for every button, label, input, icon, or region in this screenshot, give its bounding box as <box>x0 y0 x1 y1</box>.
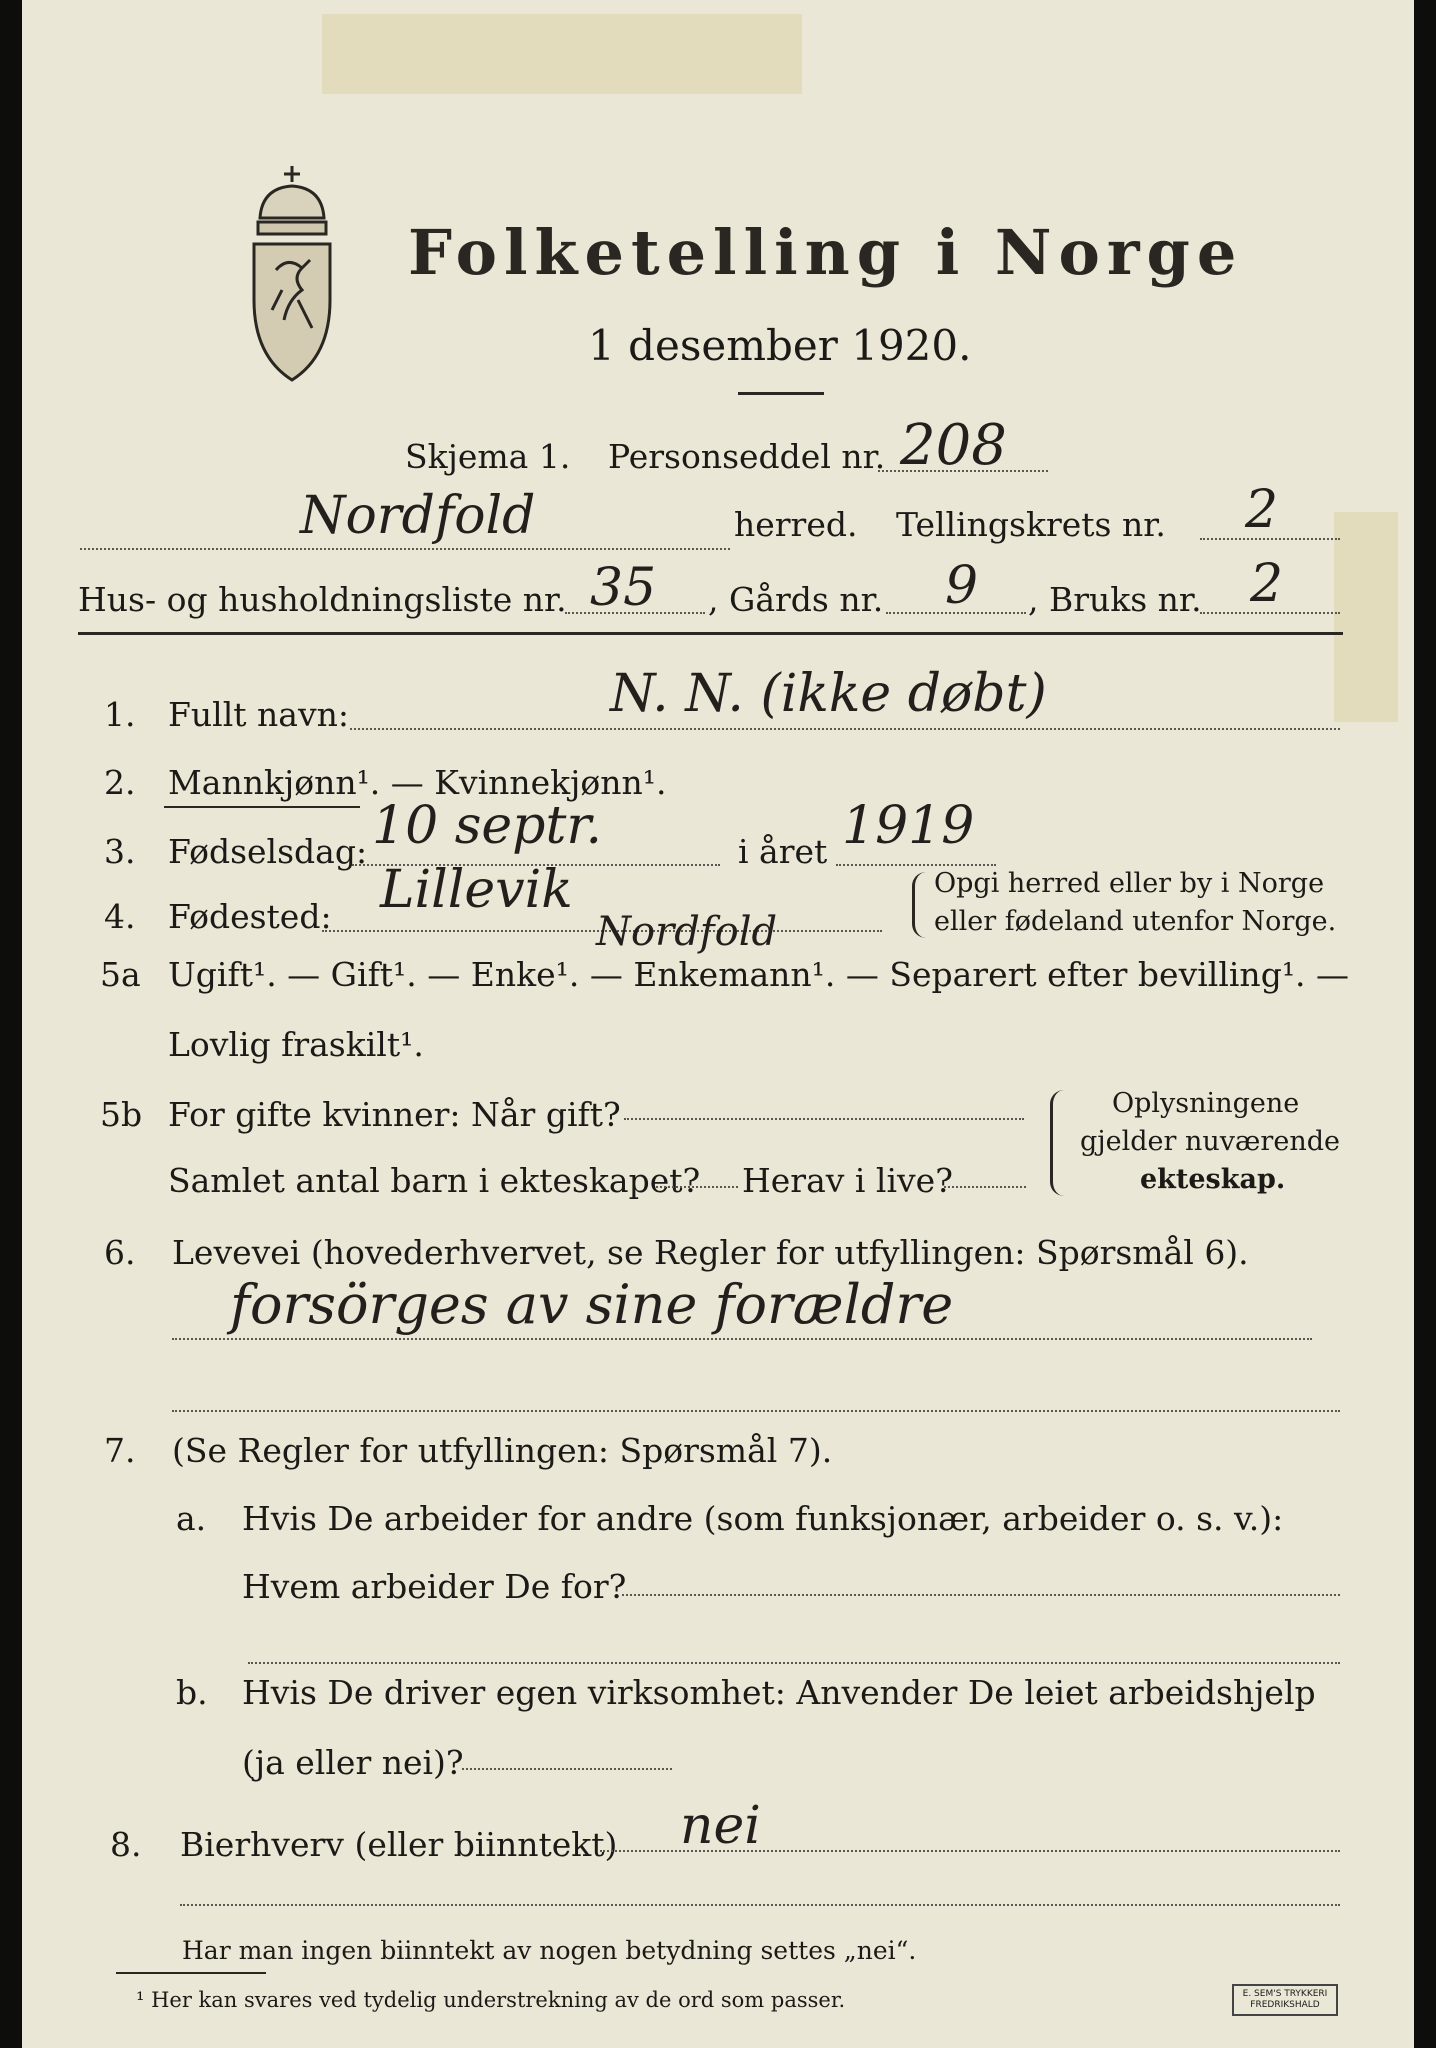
q3-day-value: 10 septr. <box>372 796 603 856</box>
q5b-note-1: Oplysningene <box>1112 1088 1300 1119</box>
stamp-line-2: FREDRIKSHALD <box>1250 1999 1320 2010</box>
q2-number: 2. <box>104 763 136 802</box>
gards-value: 9 <box>945 556 979 616</box>
q2-label: Mannkjønn¹. — Kvinnekjønn¹. <box>168 763 667 802</box>
q3-year-line <box>836 864 996 866</box>
form-title: Folketelling i Norge <box>408 216 1244 289</box>
stamp-line-1: E. SEM'S TRYKKERI <box>1242 1989 1328 1999</box>
footnote-rule <box>116 1972 266 1974</box>
herred-label: herred. <box>734 505 858 544</box>
q7a-letter: a. <box>176 1499 207 1538</box>
q4-value-2: Nordfold <box>596 909 778 955</box>
q5b-note-3: ekteskap. <box>1140 1164 1286 1195</box>
bruks-value: 2 <box>1250 554 1284 614</box>
census-form-sheet <box>22 0 1414 2048</box>
herred-value: Nordfold <box>300 486 536 546</box>
q2-underline <box>164 806 360 808</box>
footnote: ¹ Her kan svares ved tydelig understrekning av de ord som passer. <box>136 1988 846 2012</box>
q4-note-2: eller fødeland utenfor Norge. <box>934 906 1337 937</box>
paper-tab <box>322 14 802 94</box>
census-date: 1 desember 1920. <box>588 321 972 370</box>
footer-note: Har man ingen biinntekt av nogen betydning settes „nei“. <box>182 1936 917 1965</box>
q7a-label-2: Hvem arbeider De for? <box>242 1567 627 1606</box>
norwegian-coat-of-arms-icon <box>232 160 352 390</box>
personseddel-label: Personseddel nr. <box>608 437 886 476</box>
personseddel-value: 208 <box>900 413 1007 478</box>
title-divider <box>738 392 824 395</box>
q5b-label-2: Samlet antal barn i ekteskapet? <box>168 1161 701 1200</box>
tellingskrets-label: Tellingskrets nr. <box>896 505 1166 544</box>
q5b-label-3: Herav i live? <box>742 1161 953 1200</box>
q7a-line-2 <box>248 1662 1340 1664</box>
q5b-number: 5b <box>100 1095 143 1134</box>
q6-label: Levevei (hovederhvervet, se Regler for utfyllingen: Spørsmål 6). <box>172 1233 1249 1272</box>
q6-line-2 <box>172 1410 1340 1412</box>
bruks-label: , Bruks nr. <box>1028 580 1202 619</box>
q4-value: Lillevik <box>380 860 573 920</box>
q7b-label: Hvis De driver egen virksomhet: Anvender De leiet arbeidshjelp <box>242 1673 1316 1712</box>
skjema-label: Skjema 1. <box>405 437 571 476</box>
q5a-label: Ugift¹. — Gift¹. — Enke¹. — Enkemann¹. — Separert efter bevilling¹. — <box>168 955 1350 994</box>
q8-number: 8. <box>110 1825 142 1864</box>
q7b-letter: b. <box>176 1673 208 1712</box>
q7-number: 7. <box>104 1431 136 1470</box>
q5b-when-line <box>624 1118 1024 1120</box>
printer-stamp <box>1232 1984 1338 2016</box>
q6-number: 6. <box>104 1233 136 1272</box>
q3-label: Fødselsdag: <box>168 832 368 871</box>
q4-number: 4. <box>104 897 136 936</box>
q5a-label-2: Lovlig fraskilt¹. <box>168 1025 424 1064</box>
q5a-number: 5a <box>100 955 141 994</box>
q7a-line-1 <box>622 1594 1340 1596</box>
q3-year-label: i året <box>738 832 828 871</box>
q4-note-1: Opgi herred eller by i Norge <box>934 868 1325 899</box>
q5b-brace <box>1050 1090 1067 1196</box>
tellingskrets-value: 2 <box>1245 480 1279 540</box>
q1-value: N. N. (ikke døbt) <box>610 664 1047 724</box>
q7-label: (Se Regler for utfyllingen: Spørsmål 7). <box>172 1431 833 1470</box>
q4-label: Fødested: <box>168 897 332 936</box>
q3-number: 3. <box>104 832 136 871</box>
herred-line <box>80 548 730 550</box>
q4-brace <box>912 872 929 938</box>
paper-tab-right <box>1334 512 1398 722</box>
q7b-line <box>462 1768 672 1770</box>
q3-year-value: 1919 <box>842 796 975 856</box>
hus-label: Hus- og husholdningsliste nr. <box>78 580 567 619</box>
q1-number: 1. <box>104 695 136 734</box>
q1-label: Fullt navn: <box>168 695 349 734</box>
q5b-alive-line <box>944 1186 1026 1188</box>
q5b-children-line <box>656 1186 738 1188</box>
q8-label: Bierhverv (eller biinntekt) <box>180 1825 618 1864</box>
q7b-label-2: (ja eller nei)? <box>242 1743 464 1782</box>
q5b-label: For gifte kvinner: Når gift? <box>168 1095 621 1134</box>
header-rule <box>78 632 1343 635</box>
q6-value: forsörges av sine forældre <box>230 1273 954 1336</box>
q8-value: nei <box>680 1796 761 1856</box>
hus-value: 35 <box>590 558 657 618</box>
q6-line-1 <box>172 1338 1312 1340</box>
q5b-note-2: gjelder nuværende <box>1080 1126 1340 1157</box>
q1-line <box>350 728 1340 730</box>
q8-line-2 <box>180 1904 1340 1906</box>
gards-label: , Gårds nr. <box>708 580 884 619</box>
q7a-label: Hvis De arbeider for andre (som funksjonær, arbeider o. s. v.): <box>242 1499 1284 1538</box>
